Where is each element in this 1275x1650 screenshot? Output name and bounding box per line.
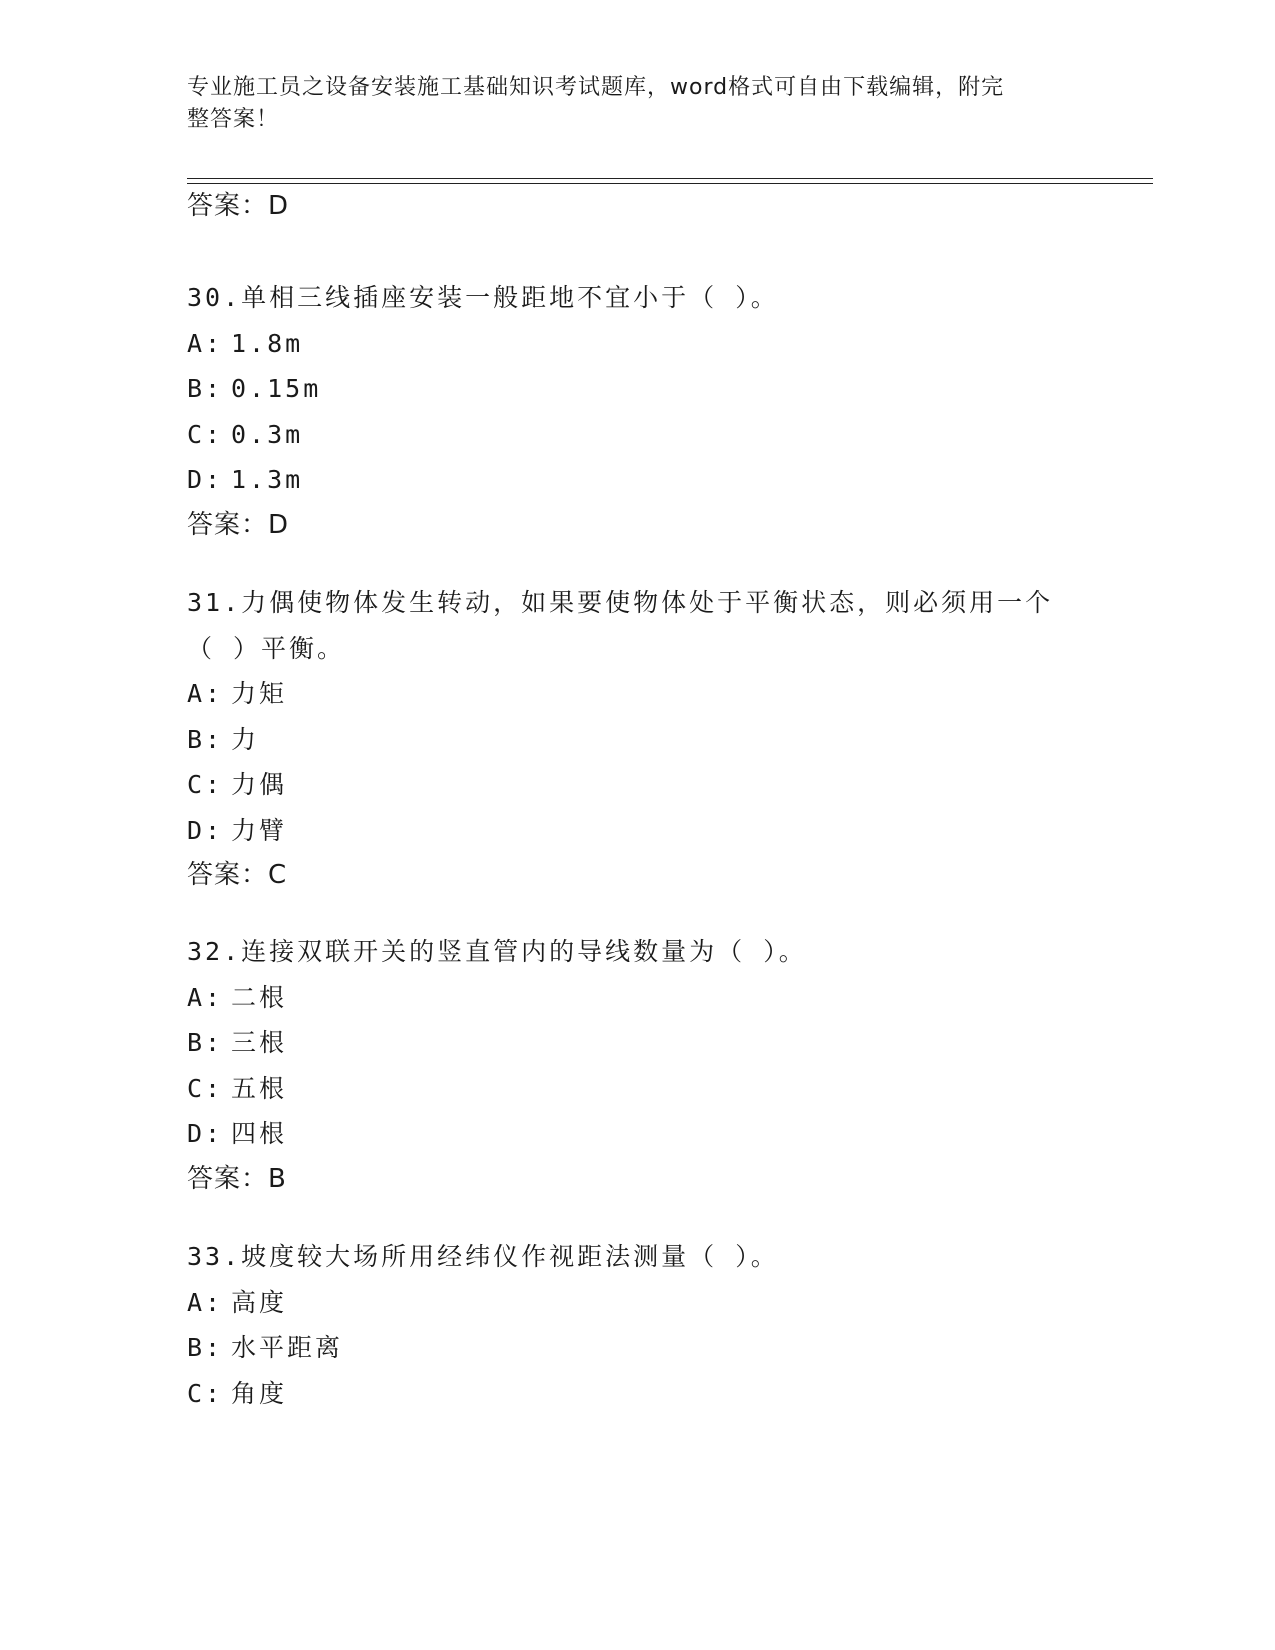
question-stem: 33.坡度较大场所用经纬仪作视距法测量（ ）。	[187, 1242, 779, 1271]
option-text: 水平距离	[231, 1333, 344, 1362]
option-key: C:	[187, 419, 224, 449]
option-b	[187, 717, 1137, 763]
option-key: B:	[187, 374, 224, 403]
option-c	[187, 762, 1137, 808]
option-text: 1.3m	[231, 465, 304, 494]
option-text: 二根	[231, 982, 288, 1012]
option-text: 力偶	[231, 770, 288, 799]
option-text: 0.15m	[231, 374, 322, 403]
question-31	[187, 580, 1137, 899]
option-a	[187, 321, 1137, 367]
previous-answer-block	[187, 184, 1137, 230]
question-30	[187, 275, 1137, 548]
question-33	[187, 1234, 1137, 1416]
header-rule-top	[187, 178, 1153, 179]
option-key: C:	[187, 1073, 224, 1103]
answer-line: 答案：B	[187, 1163, 287, 1194]
option-a	[187, 671, 1137, 717]
option-a	[187, 1280, 1137, 1326]
option-text: 0.3m	[231, 419, 304, 449]
option-key: D:	[187, 815, 224, 845]
option-key: D:	[187, 465, 224, 494]
question-stem: 32.连接双联开关的竖直管内的导线数量为（ ）。	[187, 937, 807, 966]
option-text: 五根	[231, 1073, 288, 1103]
option-text: 力	[231, 724, 260, 754]
option-key: B:	[187, 1028, 224, 1057]
answer-line: 答案：D	[187, 191, 290, 221]
option-text: 高度	[231, 1287, 288, 1317]
header-line-2: 整答案！	[187, 107, 280, 132]
answer-line: 答案：D	[187, 509, 290, 540]
question-stem: 31.力偶使物体发生转动，如果要使物体处于平衡状态，则必须用一个	[187, 588, 1054, 617]
option-key: C:	[187, 1378, 224, 1408]
answer-line: 答案：C	[187, 860, 288, 890]
option-text: 力臂	[231, 815, 288, 845]
option-c	[187, 1066, 1137, 1112]
option-text: 角度	[231, 1378, 288, 1408]
option-b	[187, 366, 1137, 412]
option-a	[187, 975, 1137, 1021]
option-c	[187, 412, 1137, 458]
option-d	[187, 1111, 1137, 1157]
header-line-1: 专业施工员之设备安装施工基础知识考试题库，word格式可自由下载编辑，附完	[187, 75, 1005, 100]
option-key: A:	[187, 982, 224, 1012]
option-key: A:	[187, 328, 224, 358]
option-key: A:	[187, 679, 224, 708]
option-key: D:	[187, 1119, 224, 1148]
option-key: B:	[187, 724, 224, 754]
option-b	[187, 1020, 1137, 1066]
option-text: 力矩	[231, 679, 288, 708]
option-key: C:	[187, 770, 224, 799]
question-32	[187, 929, 1137, 1202]
option-c	[187, 1371, 1137, 1417]
question-stem: 30.单相三线插座安装一般距地不宜小于（ ）。	[187, 283, 779, 312]
option-key: B:	[187, 1333, 224, 1362]
option-text: 四根	[231, 1119, 288, 1148]
option-text: 三根	[231, 1028, 288, 1057]
option-d	[187, 457, 1137, 503]
option-d	[187, 808, 1137, 854]
option-b	[187, 1325, 1137, 1371]
document-header	[187, 72, 1087, 136]
question-stem-continued: （ ）平衡。	[187, 633, 346, 663]
option-key: A:	[187, 1287, 224, 1317]
option-text: 1.8m	[231, 328, 304, 358]
